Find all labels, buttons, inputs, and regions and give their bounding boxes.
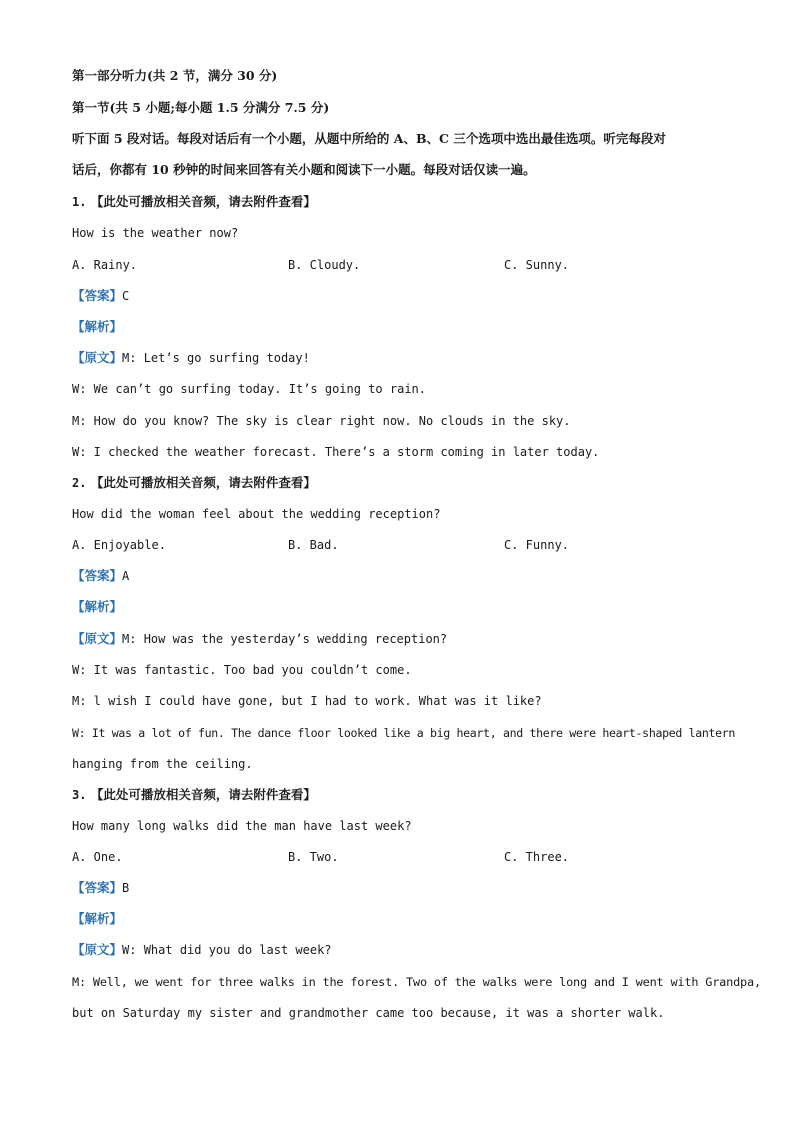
question-1-header: 1. 【此处可播放相关音频，请去附件查看】: [72, 194, 316, 209]
question-2-option-c: C. Funny.: [504, 538, 570, 552]
question-2-answer: 【答案】A: [72, 568, 130, 583]
audio-note: 【此处可播放相关音频，请去附件查看】: [90, 787, 316, 802]
question-3-transcript-line: 【原文】W: What did you do last week?: [72, 942, 332, 957]
question-3-header: 3. 【此处可播放相关音频，请去附件查看】: [72, 787, 316, 802]
question-2-transcript-line: W: It was a lot of fun. The dance floor looked like a big heart, and there were heart-shaped lantern: [72, 726, 736, 740]
question-1-option-c: C. Sunny.: [504, 258, 570, 272]
question-1-text: How is the weather now?: [72, 226, 239, 240]
question-1-option-b: B. Cloudy.: [288, 258, 361, 272]
question-3-text: How many long walks did the man have last week?: [72, 819, 412, 833]
question-2-transcript-line: hanging from the ceiling.: [72, 757, 253, 771]
question-2-transcript-line: W: It was fantastic. Too bad you couldn’t come.: [72, 663, 412, 677]
question-2-option-a: A. Enjoyable.: [72, 538, 166, 552]
question-2-transcript-line: M: l wish I could have gone, but I had to work. What was it like?: [72, 694, 542, 708]
instruction-line-2: 话后，你都有 10 秒钟的时间来回答有关小题和阅读下一小题。每段对话仅读一遍。: [72, 162, 536, 177]
question-1-transcript-line: W: I checked the weather forecast. There’s a storm coming in later today.: [72, 445, 600, 459]
question-3-analysis: 【解析】: [72, 911, 123, 926]
question-3-option-c: C. Three.: [504, 850, 570, 864]
audio-note: 【此处可播放相关音频，请去附件查看】: [90, 475, 316, 490]
question-3-option-a: A. One.: [72, 850, 123, 864]
question-2-option-b: B. Bad.: [288, 538, 339, 552]
question-3-transcript-line: but on Saturday my sister and grandmother came too because, it was a shorter walk.: [72, 1006, 665, 1020]
question-1-transcript-line: W: We can’t go surfing today. It’s going to rain.: [72, 382, 427, 396]
question-1-transcript-line: 【原文】M: Let’s go surfing today!: [72, 350, 310, 365]
question-1-option-a: A. Rainy.: [72, 258, 138, 272]
instruction-line-1: 听下面 5 段对话。每段对话后有一个小题，从题中所给的 A、B、C 三个选项中选出最佳选项。听完每段对: [72, 131, 666, 146]
question-1-analysis: 【解析】: [72, 319, 123, 334]
question-1-transcript-line: M: How do you know? The sky is clear right now. No clouds in the sky.: [72, 414, 571, 428]
question-2-header: 2. 【此处可播放相关音频，请去附件查看】: [72, 475, 316, 490]
question-2-analysis: 【解析】: [72, 599, 123, 614]
question-3-transcript-line: M: Well, we went for three walks in the forest. Two of the walks were long and I went with Grandpa,: [72, 975, 761, 989]
audio-note: 【此处可播放相关音频，请去附件查看】: [90, 194, 316, 209]
part-title: 第一部分听力(共 2 节，满分 30 分): [72, 68, 278, 83]
section-title: 第一节(共 5 小题;每小题 1.5 分满分 7.5 分): [72, 100, 330, 115]
question-2-text: How did the woman feel about the wedding reception?: [72, 507, 441, 521]
question-3-option-b: B. Two.: [288, 850, 339, 864]
question-3-answer: 【答案】B: [72, 880, 130, 895]
question-2-transcript-line: 【原文】M: How was the yesterday’s wedding reception?: [72, 631, 448, 646]
question-1-answer: 【答案】C: [72, 288, 130, 303]
